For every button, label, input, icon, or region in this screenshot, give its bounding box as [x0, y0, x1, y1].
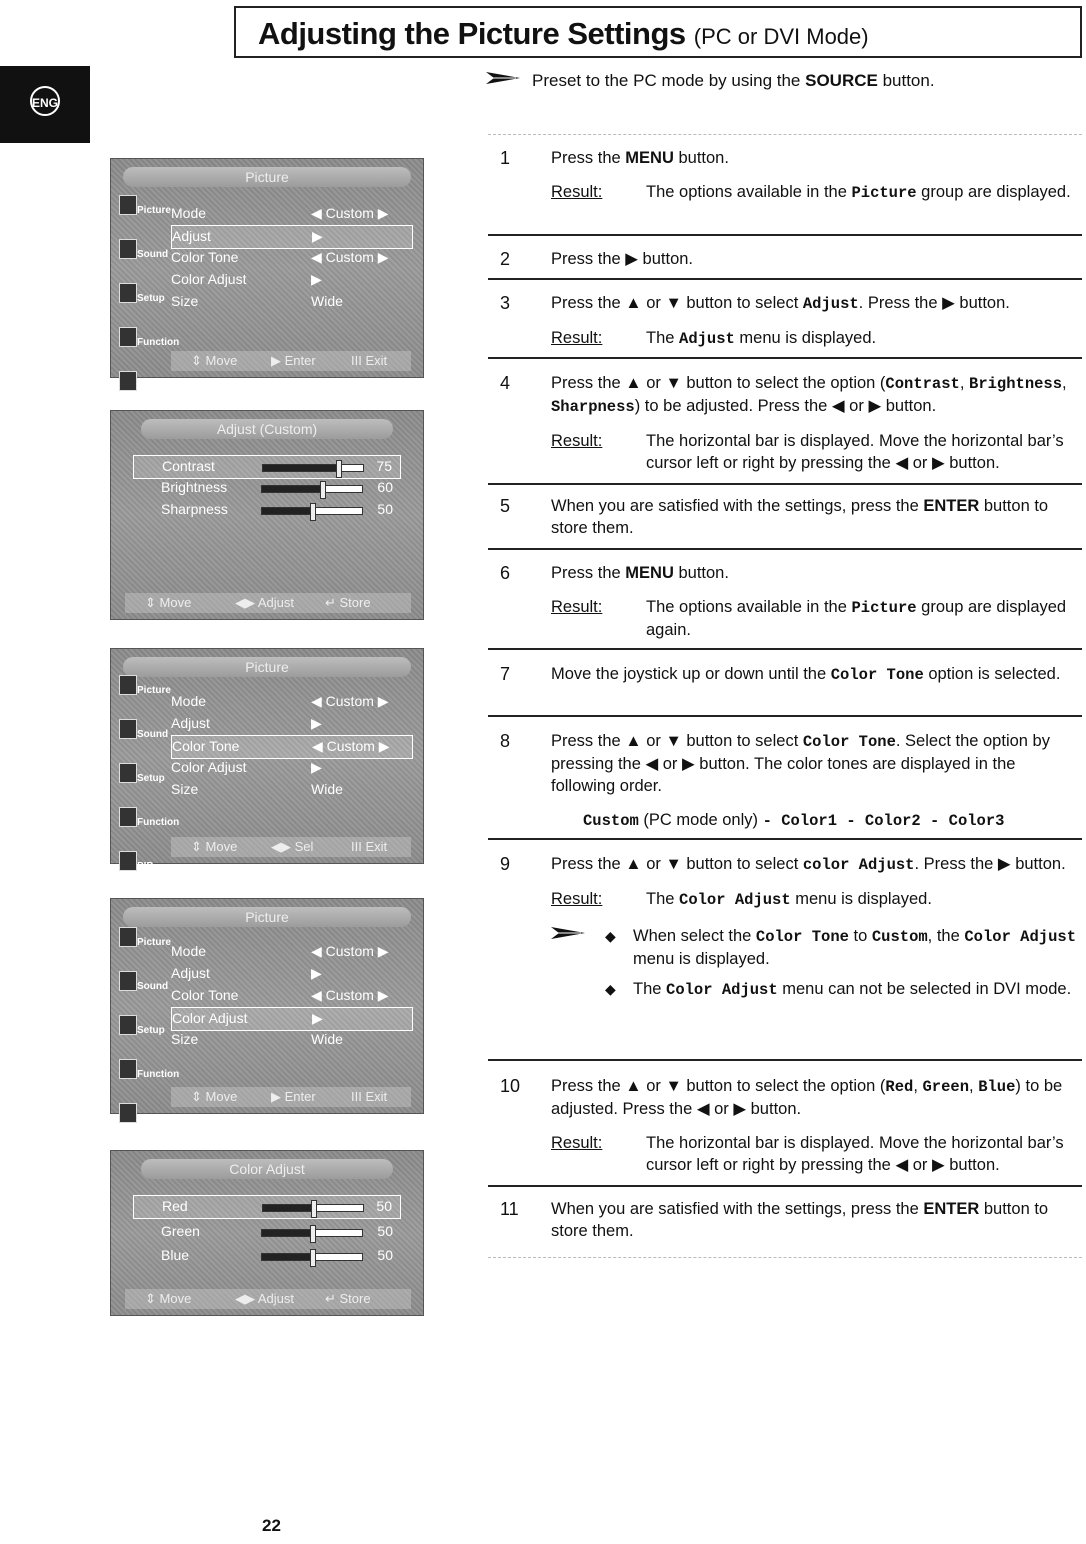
bullet-item: ◆ When select the Color Tone to Custom, the Color Adjust menu is displayed.: [605, 927, 1076, 968]
page-title-box: [234, 6, 1082, 58]
osd-row-red: Red 50: [133, 1195, 401, 1219]
divider: [488, 234, 1082, 236]
osd-row-color-adjust: Color Adjust ▶: [171, 1007, 413, 1031]
step-number: 2: [500, 249, 511, 269]
osd-footer: ⇕ Move ▶ Enter III Exit: [171, 1087, 411, 1107]
step-text: Press the ▲ or ▼ button to select Color Tone. Select the option by pressing the ◀ or ▶ button. The color tones are displayed in the following order.: [551, 732, 1050, 795]
step-text: Press the MENU button.: [551, 564, 729, 582]
osd-row-color-adjust: Color Adjust ▶: [171, 759, 322, 775]
step-11: [488, 1198, 1082, 1242]
step-text: When you are satisfied with the settings, press the ENTER button to store them.: [551, 497, 1049, 537]
osd-pip-icon: PIP: [117, 1097, 169, 1141]
osd-slider-fill: [263, 465, 338, 471]
step-result: Result: The horizontal bar is displayed. Move the horizontal bar’s cursor left or right by pressing the ◀ or ▶ button.: [551, 432, 1064, 472]
divider: [488, 548, 1082, 550]
osd-pip-icon: PIP: [117, 845, 169, 889]
osd-picture-icon: Picture: [117, 189, 169, 233]
osd-picture-icon: Picture: [117, 669, 169, 713]
osd-slider-fill: [263, 1205, 313, 1211]
osd-row-color-adjust: Color Adjust ▶: [171, 271, 322, 287]
step-result: Result: The Color Adjust menu is displayed.: [551, 890, 932, 909]
step-number: 3: [500, 293, 511, 313]
osd-slider: [261, 507, 363, 515]
step-text: Move the joystick up or down until the Color Tone option is selected.: [551, 665, 1061, 684]
osd-sidebar: [117, 921, 180, 1141]
step-5: [488, 495, 1082, 539]
preset-note: Preset to the PC mode by using the SOURCE button.: [486, 70, 935, 91]
osd-slider-knob: [310, 1249, 316, 1267]
osd-row-adjust: Adjust ▶: [171, 225, 413, 249]
osd-footer: ⇕ Move ◀▶ Adjust ↵ Store: [125, 1289, 411, 1309]
osd-sound-icon: Sound: [117, 713, 169, 757]
step-number: 5: [500, 496, 511, 516]
step-9: [488, 853, 1082, 1009]
step-number: 10: [500, 1076, 521, 1096]
osd-picture-menu-color-adjust: [110, 898, 424, 1124]
divider: [488, 483, 1082, 485]
osd-row-color-tone: Color Tone ◀ Custom ▶: [171, 249, 389, 265]
step-10: [488, 1075, 1082, 1176]
step-result: Result: The horizontal bar is displayed. Move the horizontal bar’s cursor left or right by pressing the ◀ or ▶ button.: [551, 1134, 1064, 1174]
osd-sound-icon: Sound: [117, 233, 169, 277]
osd-setup-icon: Setup: [117, 277, 169, 321]
page-title: Adjusting the Picture Settings (PC or DVI Mode): [258, 16, 869, 51]
osd-row-size: Size Wide: [171, 1031, 343, 1047]
osd-row-adjust: Adjust ▶: [171, 965, 322, 981]
osd-row-mode: Mode ◀ Custom ▶: [171, 205, 389, 221]
osd-slider-fill: [262, 1230, 312, 1236]
osd-function-icon: Function: [117, 321, 169, 365]
divider: [488, 838, 1082, 840]
step-text: Press the ▲ or ▼ button to select Adjust. Press the ▶ button.: [551, 294, 1010, 313]
osd-function-icon: Function: [117, 801, 169, 845]
osd-row-mode: Mode ◀ Custom ▶: [171, 693, 389, 709]
page-number: 22: [262, 1516, 281, 1535]
divider: [488, 715, 1082, 717]
osd-footer: ⇕ Move ▶ Enter III Exit: [171, 351, 411, 371]
step-number: 11: [500, 1199, 519, 1219]
divider: [488, 648, 1082, 650]
osd-slider: [262, 464, 364, 472]
osd-slider: [261, 485, 363, 493]
osd-color-adjust-menu: [110, 1150, 424, 1316]
step-text: Press the MENU button.: [551, 149, 729, 167]
osd-setup-icon: Setup: [117, 1009, 169, 1053]
color-tone-order: Custom (PC mode only) - Color1 - Color2 - Color3: [583, 811, 1005, 830]
osd-footer: ⇕ Move ◀▶ Sel III Exit: [171, 837, 411, 857]
step-3: [488, 292, 1082, 350]
step-text: When you are satisfied with the settings, press the ENTER button to store them.: [551, 1200, 1049, 1240]
osd-slider-knob: [310, 503, 316, 521]
osd-adjust-menu: [110, 410, 424, 620]
osd-title: Picture: [123, 657, 411, 677]
osd-picture-menu-color-tone: [110, 648, 424, 872]
page-subtitle: (PC or DVI Mode): [693, 24, 869, 49]
osd-row-mode: Mode ◀ Custom ▶: [171, 943, 389, 959]
step-4: [488, 372, 1082, 474]
osd-slider: [261, 1229, 363, 1237]
divider: [488, 278, 1082, 280]
osd-footer: ⇕ Move ◀▶ Adjust ↵ Store: [125, 593, 411, 613]
osd-slider-fill: [262, 1254, 312, 1260]
osd-function-icon: Function: [117, 1053, 169, 1097]
step-text: Press the ▲ or ▼ button to select color Adjust. Press the ▶ button.: [551, 855, 1066, 874]
osd-row-size: Size Wide: [171, 293, 343, 309]
divider: [488, 1257, 1082, 1258]
osd-title: Picture: [123, 167, 411, 187]
osd-title: Adjust (Custom): [141, 419, 393, 439]
divider: [488, 1059, 1082, 1061]
osd-sound-icon: Sound: [117, 965, 169, 1009]
note-arrow-icon: [551, 925, 585, 947]
diamond-bullet-icon: ◆: [605, 981, 616, 997]
step-number: 8: [500, 731, 511, 751]
bullet-item: ◆ The Color Adjust menu can not be selected in DVI mode.: [605, 980, 1072, 999]
osd-slider-knob: [336, 460, 342, 478]
osd-slider-knob: [320, 481, 326, 499]
step-number: 9: [500, 854, 511, 874]
osd-row-green: Green 50: [133, 1221, 401, 1243]
step-1: [488, 147, 1082, 204]
osd-sidebar: [117, 189, 180, 409]
osd-title: Color Adjust: [141, 1159, 393, 1179]
osd-slider-knob: [311, 1200, 317, 1218]
osd-row-color-tone: Color Tone ◀ Custom ▶: [171, 987, 389, 1003]
step-result: Result: The options available in the Picture group are displayed again.: [551, 598, 1067, 639]
step-text: Press the ▶ button.: [551, 250, 694, 268]
step-text: Press the ▲ or ▼ button to select the option (Red, Green, Blue) to be adjusted. Press the ◀ or ▶ button.: [551, 1077, 1063, 1118]
osd-slider-fill: [262, 508, 312, 514]
osd-row-adjust: Adjust ▶: [171, 715, 322, 731]
step-result: Result: The Adjust menu is displayed.: [551, 329, 877, 348]
osd-row-sharpness: Sharpness 50: [133, 499, 401, 521]
diamond-bullet-icon: ◆: [605, 928, 616, 944]
step-number: 7: [500, 664, 511, 684]
osd-slider: [262, 1204, 364, 1212]
osd-slider: [261, 1253, 363, 1261]
osd-title: Picture: [123, 907, 411, 927]
step-number: 4: [500, 373, 511, 393]
osd-row-brightness: Brightness 60: [133, 477, 401, 499]
osd-row-contrast: Contrast 75: [133, 455, 401, 479]
osd-row-blue: Blue 50: [133, 1245, 401, 1267]
step-text: Press the ▲ or ▼ button to select the option (Contrast, Brightness, Sharpness) to be adjusted. Press the ◀ or ▶ button.: [551, 374, 1067, 416]
step-result: Result: The options available in the Picture group are displayed.: [551, 183, 1071, 202]
language-badge: ENG: [30, 86, 60, 116]
step-number: 1: [500, 148, 511, 168]
note-arrow-icon: [486, 70, 526, 91]
osd-picture-menu-adjust: [110, 158, 424, 392]
step-2: [488, 248, 1082, 270]
note-bullets: [551, 925, 1082, 1001]
osd-setup-icon: Setup: [117, 757, 169, 801]
step-8: [488, 730, 1082, 832]
osd-row-color-tone: Color Tone ◀ Custom ▶: [171, 735, 413, 759]
divider: [488, 1185, 1082, 1187]
step-6: [488, 562, 1082, 641]
divider: [488, 357, 1082, 359]
osd-sidebar: [117, 669, 180, 889]
osd-slider-knob: [310, 1225, 316, 1243]
osd-pip-icon: PIP: [117, 365, 169, 409]
osd-picture-icon: Picture: [117, 921, 169, 965]
osd-slider-fill: [262, 486, 322, 492]
step-7: [488, 663, 1082, 686]
divider: [488, 134, 1082, 135]
osd-row-size: Size Wide: [171, 781, 343, 797]
step-number: 6: [500, 563, 511, 583]
